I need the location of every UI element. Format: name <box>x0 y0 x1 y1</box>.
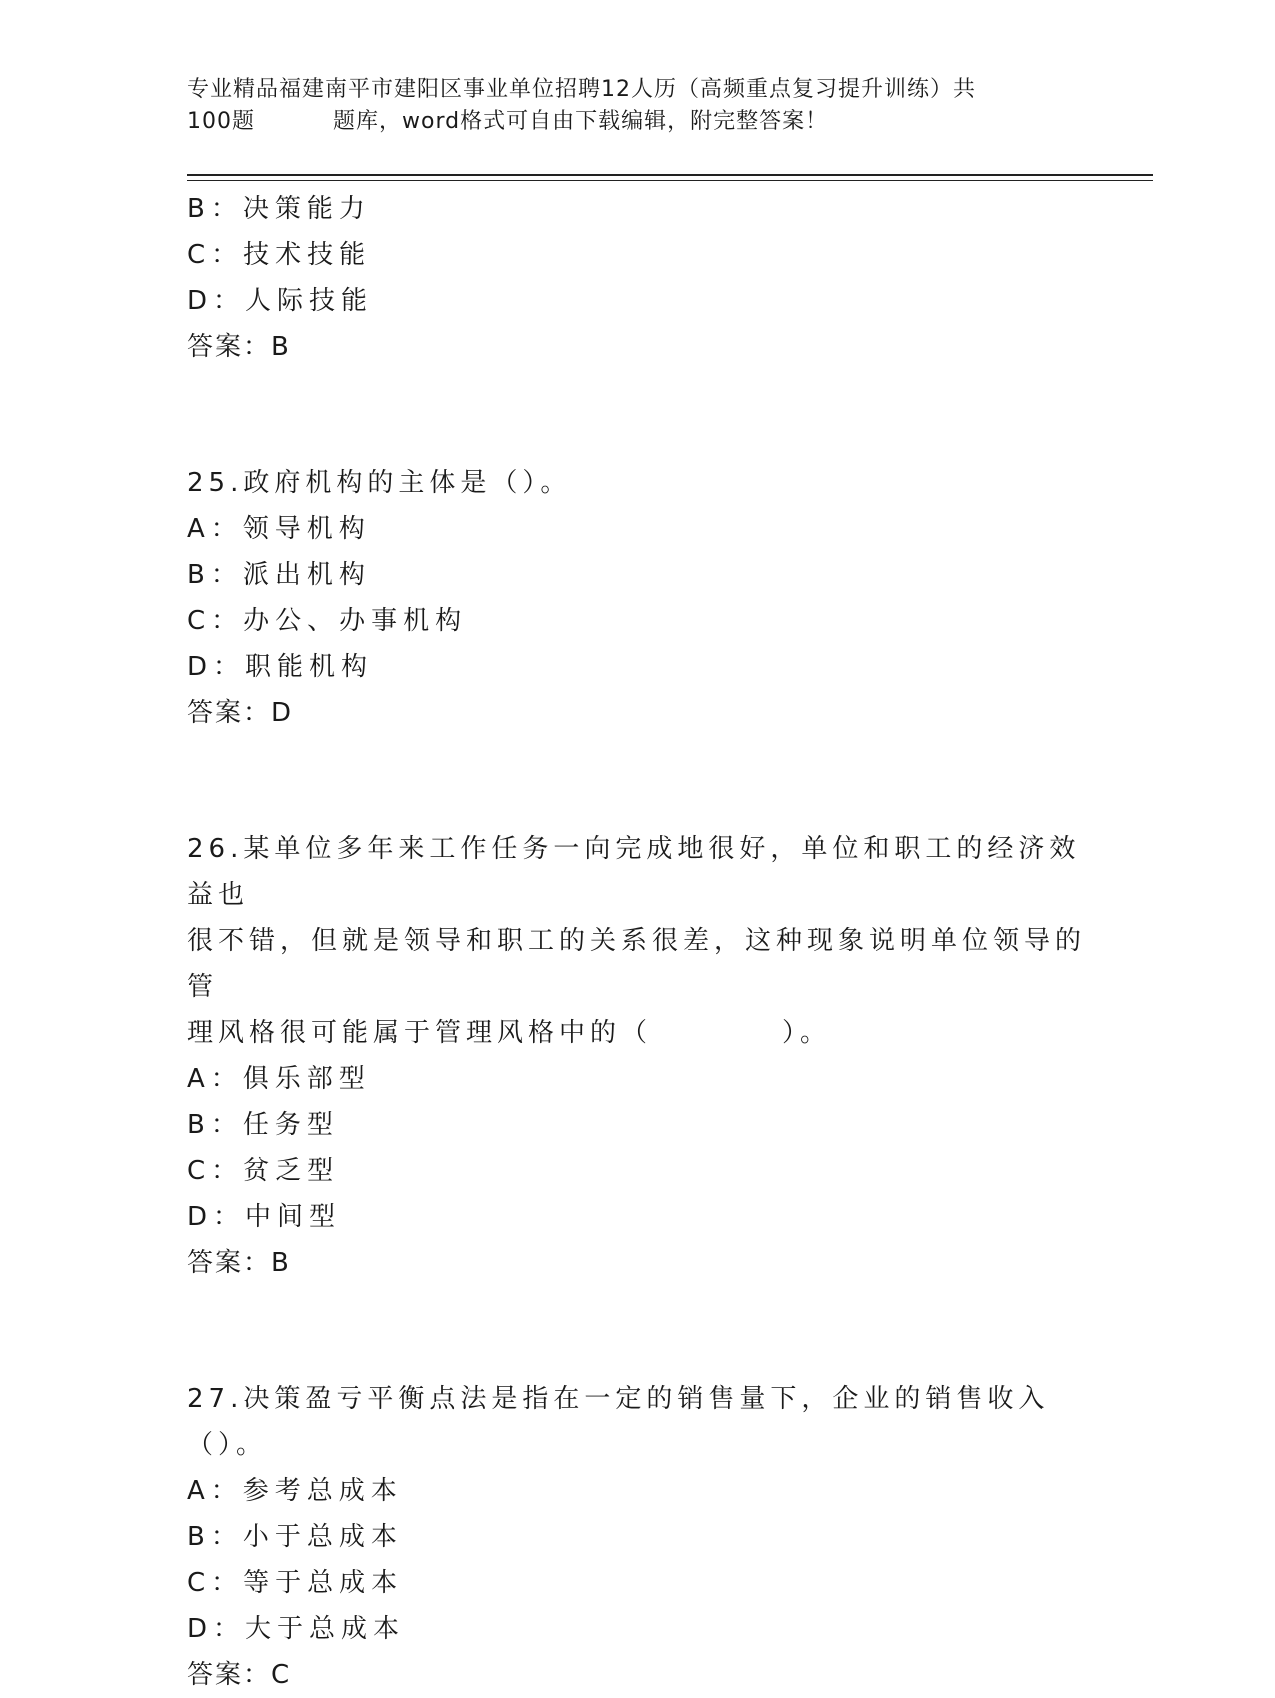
question-stem-line3 <box>187 1010 1087 1056</box>
question-stem-line3-text: 理风格很可能属于管理风格中的（ <box>187 1018 653 1048</box>
option-c: C：办公、办事机构 <box>187 606 468 636</box>
header-rule-thick <box>187 174 1153 176</box>
question-stem-line2: 很不错，但就是领导和职工的关系很差，这种现象说明单位领导的管 <box>187 926 1087 1002</box>
option-c: C：技术技能 <box>187 240 372 270</box>
document-header <box>187 74 1087 138</box>
header-title-line1: 专业精品福建南平市建阳区事业单位招聘12人历（高频重点复习提升训练）共 <box>187 77 976 102</box>
header-description: 题库，word格式可自由下载编辑，附完整答案！ <box>333 109 829 134</box>
question-26 <box>187 826 1087 1286</box>
option-d: D：大于总成本 <box>187 1614 406 1644</box>
option-b: B：决策能力 <box>187 194 371 224</box>
option-a: A：参考总成本 <box>187 1476 403 1506</box>
answer-line: 答案：D <box>187 698 294 728</box>
answer-line: 答案：C <box>187 1660 292 1690</box>
question-stem: 27.决策盈亏平衡点法是指在一定的销售量下，企业的销售收入（）。 <box>187 1384 1050 1460</box>
option-a: A：俱乐部型 <box>187 1064 371 1094</box>
header-rule-thin <box>187 180 1153 181</box>
question-stem-line1: 26.某单位多年来工作任务一向完成地很好，单位和职工的经济效益也 <box>187 834 1081 910</box>
question-24-continued <box>187 186 1087 370</box>
header-title-line2 <box>187 106 1087 138</box>
question-stem: 25.政府机构的主体是（）。 <box>187 468 572 498</box>
option-d: D：人际技能 <box>187 286 374 316</box>
question-stem-line3-end: ）。 <box>782 1018 832 1048</box>
option-b: B：任务型 <box>187 1110 339 1140</box>
option-d: D：职能机构 <box>187 652 374 682</box>
option-c: C：贫乏型 <box>187 1156 340 1186</box>
answer-line: 答案：B <box>187 1248 291 1278</box>
question-25 <box>187 460 1087 736</box>
option-b: B：小于总成本 <box>187 1522 403 1552</box>
option-c: C：等于总成本 <box>187 1568 404 1598</box>
header-question-count: 100题 <box>187 109 255 134</box>
option-d: D：中间型 <box>187 1202 342 1232</box>
option-a: A：领导机构 <box>187 514 371 544</box>
answer-line: 答案：B <box>187 332 291 362</box>
question-list <box>187 186 1087 1698</box>
option-b: B：派出机构 <box>187 560 371 590</box>
